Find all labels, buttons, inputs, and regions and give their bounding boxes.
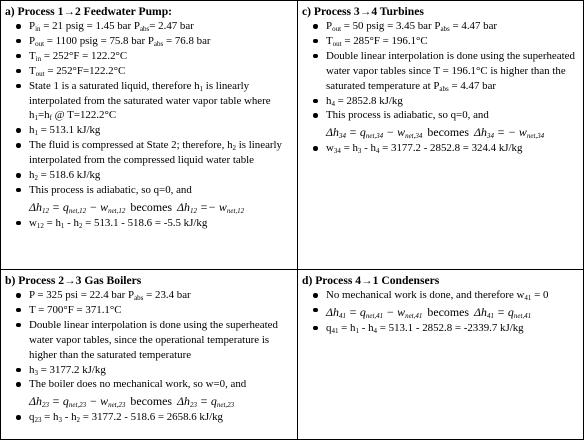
bullet-list xyxy=(5,19,293,231)
list-item: $P_{out} = 50$ psig = 3.45 bar $P_{abs} = 4.47$ bar xyxy=(326,19,579,34)
list-item: This process is adiabatic, so q=0, and $\Delta h_{34} = q_{net,34} - w_{net,34}$ becomes $\Delta h_{34}$ = − $w_{net,34}$ xyxy=(326,108,579,141)
list-item: $h_3 = 3177.2$ kJ/kg xyxy=(29,363,293,378)
list-item: $h_1 = 513.1$ kJ/kg xyxy=(29,123,293,138)
list-item: $w_{34} = h_3 - h_4 = 3177.2 - 2852.8 = 324.4$ kJ/kg xyxy=(326,141,579,156)
section-title: d) Process 4→1 Condensers xyxy=(302,274,440,287)
list-item: The boiler does no mechanical work, so w=0, and $\Delta h_{23} = q_{net,23} - w_{net,23}$ becomes $\Delta h_{23} = q_{net,23}$ xyxy=(29,377,293,410)
list-item: $T_{out} = 252^\circ F=122.2^\circ C$ xyxy=(29,64,293,79)
energy-equation: $\Delta h_{12} = q_{net,12} - w_{net,12}$ becomes $\Delta h_{12} =- w_{net,12}$ xyxy=(29,199,245,215)
list-item: P = 325 psi = 22.4 bar $P_{abs} = 23.4$ bar xyxy=(29,288,293,303)
list-item: State 1 is a saturated liquid, therefore $h_1$ is linearly interpolated from the saturated water vapor table where $h_1=h_f$ @ T=122.2°C xyxy=(29,79,293,124)
list-item: $q_{23} = h_3 - h_2 = 3177.2 - 518.6 = 2658.6$ kJ/kg xyxy=(29,410,293,425)
process-1-2-section xyxy=(0,0,298,270)
process-4-1-section xyxy=(297,269,584,440)
list-item: $T_{in} = 252^\circ F = 122.2^\circ C$ xyxy=(29,49,293,64)
list-item: $P_{in} = 21$ psig = 1.45 bar $P_{abs}= 2.47$ bar xyxy=(29,19,293,34)
list-item xyxy=(326,303,579,321)
energy-equation: $\Delta h_{41} = q_{net,41} - w_{net,41}$ becomes $\Delta h_{41} = q_{net,41}$ xyxy=(326,304,532,320)
bullet-list xyxy=(5,288,293,425)
list-item: This process is adiabatic, so q=0, and $\Delta h_{12} = q_{net,12} - w_{net,12}$ becomes $\Delta h_{12} =- w_{net,12}$ xyxy=(29,183,293,216)
list-item: T = 700°F = 371.1°C xyxy=(29,303,293,318)
list-item: $T_{out} = 285^\circ F = 196.1^\circ C$ xyxy=(326,34,579,49)
list-item: $h_2 = 518.6$ kJ/kg xyxy=(29,168,293,183)
process-3-4-section xyxy=(297,0,584,270)
energy-equation: $\Delta h_{23} = q_{net,23} - w_{net,23}$ becomes $\Delta h_{23} = q_{net,23}$ xyxy=(29,394,235,410)
bullet-list xyxy=(302,288,579,336)
section-title: a) Process 1→2 Feedwater Pump: xyxy=(5,5,172,18)
list-item: Double linear interpolation is done using the superheated water vapor tables, since the operational temperature is higher than the saturated temperature xyxy=(29,318,293,363)
list-item: $w_{12} = h_1 - h_2 = 513.1 - 518.6 = -5.5$ kJ/kg xyxy=(29,216,293,231)
section-title: b) Process 2→3 Gas Boilers xyxy=(5,274,142,287)
list-item: The fluid is compressed at State 2; therefore, $h_2$ is linearly interpolated from the compressed liquid water table xyxy=(29,138,293,168)
list-item: Double linear interpolation is done using the superheated water vapor tables since T = 196.1°C is higher than the saturated temperature at $P_{abs} = 4.47$ bar xyxy=(326,49,579,94)
list-item: $q_{41} = h_1 - h_4 = 513.1 - 2852.8 = -2339.7$ kJ/kg xyxy=(326,321,579,336)
list-item: $P_{out} = 1100$ psig = 75.8 bar $P_{abs} = 76.8$ bar xyxy=(29,34,293,49)
process-2-3-section xyxy=(0,269,298,440)
energy-equation: $\Delta h_{34} = q_{net,34} - w_{net,34}$ becomes $\Delta h_{34}$ = − $w_{net,34}$ xyxy=(326,125,545,141)
list-item: $h_4 = 2852.8$ kJ/kg xyxy=(326,94,579,109)
list-item: No mechanical work is done, and therefore $w_{41} = 0$ xyxy=(326,288,579,303)
section-title: c) Process 3→4 Turbines xyxy=(302,5,424,18)
bullet-list xyxy=(302,19,579,156)
